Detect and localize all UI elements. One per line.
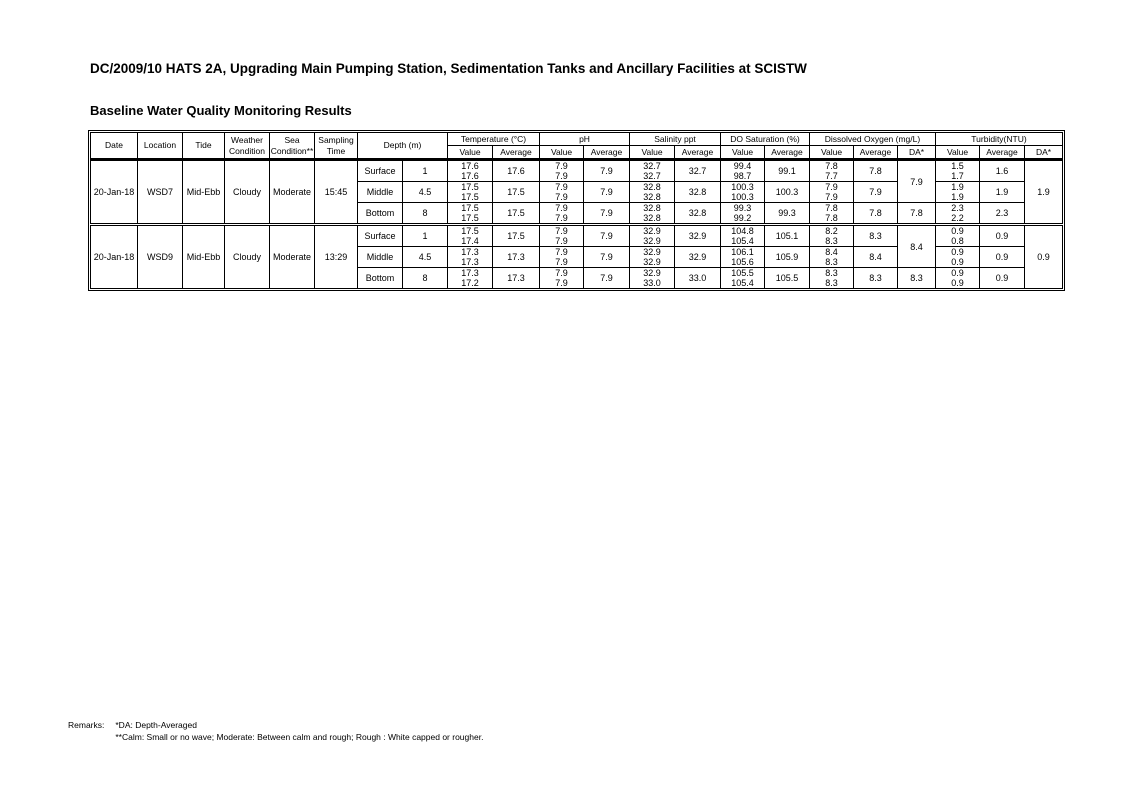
- ph-value-cell: 7.9 7.9: [540, 160, 584, 182]
- table-row: [91, 160, 1063, 182]
- ph-value-cell: 7.9 7.9: [540, 225, 584, 247]
- depth-label-cell: Bottom: [358, 203, 403, 225]
- turbidity-average-cell: 0.9: [980, 247, 1025, 268]
- do-average-cell: 8.4: [854, 247, 898, 268]
- header-temp-average: Average: [493, 146, 540, 160]
- temperature-value-cell: 17.5 17.4: [448, 225, 493, 247]
- salinity-average-cell: 32.9: [675, 247, 721, 268]
- page-title: DC/2009/10 HATS 2A, Upgrading Main Pumping Station, Sedimentation Tanks and Ancillary Facilities at SCISTW: [90, 61, 807, 76]
- header-turbidity-value: Value: [936, 146, 980, 160]
- salinity-average-cell: 32.8: [675, 182, 721, 203]
- header-row-groups: [91, 133, 1063, 146]
- turbidity-value-cell: 1.9 1.9: [936, 182, 980, 203]
- turbidity-value-cell: 0.9 0.8: [936, 225, 980, 247]
- header-dissolved-oxygen: Dissolved Oxygen (mg/L): [810, 133, 936, 146]
- header-weather-condition: Weather Condition: [225, 133, 270, 160]
- turbidity-da-cell: 1.9: [1025, 160, 1063, 225]
- header-ph: pH: [540, 133, 630, 146]
- ph-average-cell: 7.9: [584, 160, 630, 182]
- salinity-value-cell: 32.8 32.8: [630, 203, 675, 225]
- temperature-average-cell: 17.3: [493, 247, 540, 268]
- header-temperature: Temperature (°C): [448, 133, 540, 146]
- location-cell: WSD9: [138, 225, 183, 289]
- header-turbidity-da: DA*: [1025, 146, 1063, 160]
- remark-da-note: *DA: Depth-Averaged: [115, 720, 197, 730]
- depth-value-cell: 1: [403, 225, 448, 247]
- do-average-cell: 8.3: [854, 268, 898, 289]
- sea-condition-cell: Moderate: [270, 225, 315, 289]
- header-salinity: Salinity ppt: [630, 133, 721, 146]
- do-da-cell: 7.9: [898, 160, 936, 203]
- ph-average-cell: 7.9: [584, 247, 630, 268]
- turbidity-value-cell: 0.9 0.9: [936, 247, 980, 268]
- header-ph-value: Value: [540, 146, 584, 160]
- do-da-cell: 8.3: [898, 268, 936, 289]
- header-sea-condition: Sea Condition**: [270, 133, 315, 160]
- do-saturation-value-cell: 106.1 105.6: [721, 247, 765, 268]
- do-saturation-average-cell: 105.9: [765, 247, 810, 268]
- temperature-value-cell: 17.3 17.2: [448, 268, 493, 289]
- turbidity-average-cell: 2.3: [980, 203, 1025, 225]
- section-title: Baseline Water Quality Monitoring Results: [90, 103, 352, 118]
- sea-condition-cell: Moderate: [270, 160, 315, 225]
- do-average-cell: 7.8: [854, 203, 898, 225]
- temperature-value-cell: 17.3 17.3: [448, 247, 493, 268]
- header-sampling-time: Sampling Time: [315, 133, 358, 160]
- depth-label-cell: Bottom: [358, 268, 403, 289]
- salinity-value-cell: 32.7 32.7: [630, 160, 675, 182]
- remarks-notes: [115, 720, 483, 743]
- results-table: [90, 132, 1063, 289]
- temperature-average-cell: 17.5: [493, 203, 540, 225]
- weather-condition-cell: Cloudy: [225, 225, 270, 289]
- do-da-cell: 8.4: [898, 225, 936, 268]
- salinity-value-cell: 32.9 32.9: [630, 247, 675, 268]
- do-saturation-value-cell: 100.3 100.3: [721, 182, 765, 203]
- salinity-value-cell: 32.8 32.8: [630, 182, 675, 203]
- do-saturation-value-cell: 104.8 105.4: [721, 225, 765, 247]
- do-value-cell: 8.3 8.3: [810, 268, 854, 289]
- temperature-value-cell: 17.6 17.6: [448, 160, 493, 182]
- header-ph-average: Average: [584, 146, 630, 160]
- ph-average-cell: 7.9: [584, 268, 630, 289]
- turbidity-average-cell: 0.9: [980, 268, 1025, 289]
- location-cell: WSD7: [138, 160, 183, 225]
- sampling-time-cell: 15:45: [315, 160, 358, 225]
- do-value-cell: 8.4 8.3: [810, 247, 854, 268]
- turbidity-average-cell: 1.6: [980, 160, 1025, 182]
- ph-value-cell: 7.9 7.9: [540, 268, 584, 289]
- turbidity-da-cell: 0.9: [1025, 225, 1063, 289]
- header-turbidity: Turbidity(NTU): [936, 133, 1063, 146]
- do-value-cell: 7.9 7.9: [810, 182, 854, 203]
- depth-label-cell: Surface: [358, 160, 403, 182]
- depth-value-cell: 4.5: [403, 182, 448, 203]
- turbidity-value-cell: 2.3 2.2: [936, 203, 980, 225]
- salinity-average-cell: 32.7: [675, 160, 721, 182]
- header-do-saturation: DO Saturation (%): [721, 133, 810, 146]
- ph-value-cell: 7.9 7.9: [540, 203, 584, 225]
- remarks-label: Remarks:: [68, 720, 105, 730]
- table-row: [91, 225, 1063, 247]
- do-saturation-average-cell: 100.3: [765, 182, 810, 203]
- ph-value-cell: 7.9 7.9: [540, 247, 584, 268]
- remarks: [68, 720, 483, 743]
- header-location: Location: [138, 133, 183, 160]
- depth-label-cell: Surface: [358, 225, 403, 247]
- header-do-da: DA*: [898, 146, 936, 160]
- temperature-value-cell: 17.5 17.5: [448, 182, 493, 203]
- do-saturation-average-cell: 99.1: [765, 160, 810, 182]
- temperature-average-cell: 17.5: [493, 225, 540, 247]
- do-value-cell: 7.8 7.8: [810, 203, 854, 225]
- turbidity-value-cell: 1.5 1.7: [936, 160, 980, 182]
- do-saturation-average-cell: 105.1: [765, 225, 810, 247]
- results-table-container: [88, 130, 1065, 291]
- date-cell: 20-Jan-18: [91, 225, 138, 289]
- header-salinity-value: Value: [630, 146, 675, 160]
- header-dosat-average: Average: [765, 146, 810, 160]
- do-value-cell: 8.2 8.3: [810, 225, 854, 247]
- depth-value-cell: 8: [403, 268, 448, 289]
- ph-average-cell: 7.9: [584, 225, 630, 247]
- temperature-average-cell: 17.3: [493, 268, 540, 289]
- do-saturation-value-cell: 105.5 105.4: [721, 268, 765, 289]
- do-value-cell: 7.8 7.7: [810, 160, 854, 182]
- do-saturation-average-cell: 99.3: [765, 203, 810, 225]
- turbidity-value-cell: 0.9 0.9: [936, 268, 980, 289]
- do-saturation-average-cell: 105.5: [765, 268, 810, 289]
- results-table-body: [91, 160, 1063, 289]
- salinity-average-cell: 32.8: [675, 203, 721, 225]
- do-saturation-value-cell: 99.4 98.7: [721, 160, 765, 182]
- header-salinity-average: Average: [675, 146, 721, 160]
- temperature-average-cell: 17.6: [493, 160, 540, 182]
- header-do-average: Average: [854, 146, 898, 160]
- table-header: [91, 133, 1063, 160]
- salinity-average-cell: 32.9: [675, 225, 721, 247]
- do-saturation-value-cell: 99.3 99.2: [721, 203, 765, 225]
- ph-value-cell: 7.9 7.9: [540, 182, 584, 203]
- salinity-value-cell: 32.9 33.0: [630, 268, 675, 289]
- header-turbidity-average: Average: [980, 146, 1025, 160]
- header-do-value: Value: [810, 146, 854, 160]
- ph-average-cell: 7.9: [584, 182, 630, 203]
- depth-value-cell: 8: [403, 203, 448, 225]
- temperature-value-cell: 17.5 17.5: [448, 203, 493, 225]
- depth-value-cell: 4.5: [403, 247, 448, 268]
- do-average-cell: 7.8: [854, 160, 898, 182]
- header-depth: Depth (m): [358, 133, 448, 160]
- sampling-time-cell: 13:29: [315, 225, 358, 289]
- tide-cell: Mid-Ebb: [183, 160, 225, 225]
- turbidity-average-cell: 1.9: [980, 182, 1025, 203]
- do-average-cell: 8.3: [854, 225, 898, 247]
- header-date: Date: [91, 133, 138, 160]
- do-average-cell: 7.9: [854, 182, 898, 203]
- date-cell: 20-Jan-18: [91, 160, 138, 225]
- remark-sea-condition-note: **Calm: Small or no wave; Moderate: Between calm and rough; Rough : White capped or rougher.: [115, 731, 484, 742]
- turbidity-average-cell: 0.9: [980, 225, 1025, 247]
- tide-cell: Mid-Ebb: [183, 225, 225, 289]
- header-dosat-value: Value: [721, 146, 765, 160]
- depth-label-cell: Middle: [358, 247, 403, 268]
- header-temp-value: Value: [448, 146, 493, 160]
- weather-condition-cell: Cloudy: [225, 160, 270, 225]
- salinity-average-cell: 33.0: [675, 268, 721, 289]
- depth-label-cell: Middle: [358, 182, 403, 203]
- do-da-cell: 7.8: [898, 203, 936, 225]
- depth-value-cell: 1: [403, 160, 448, 182]
- temperature-average-cell: 17.5: [493, 182, 540, 203]
- header-tide: Tide: [183, 133, 225, 160]
- ph-average-cell: 7.9: [584, 203, 630, 225]
- salinity-value-cell: 32.9 32.9: [630, 225, 675, 247]
